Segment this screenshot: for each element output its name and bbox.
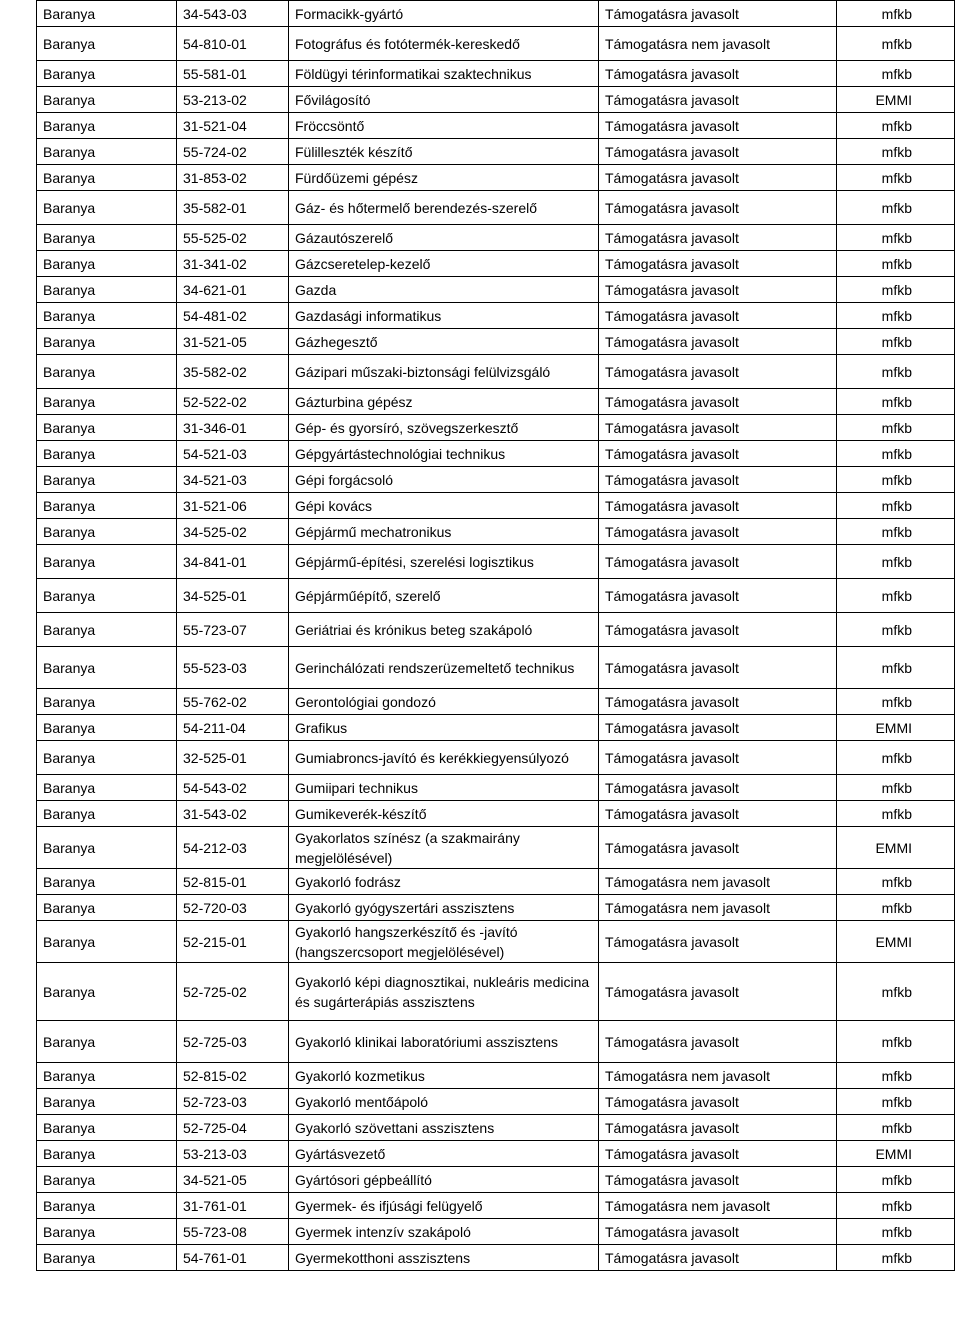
- cell-code: 52-725-03: [177, 1021, 289, 1063]
- cell-auth: EMMI: [837, 715, 955, 741]
- table-row: [37, 303, 955, 329]
- table-row: [37, 775, 955, 801]
- cell-status: Támogatásra javasolt: [599, 613, 837, 647]
- cell-county: Baranya: [37, 27, 177, 61]
- cell-county: Baranya: [37, 1193, 177, 1219]
- table-row: [37, 1115, 955, 1141]
- cell-name: Gumikeverék-készítő: [289, 801, 599, 827]
- cell-status: Támogatásra javasolt: [599, 921, 837, 963]
- cell-code: 55-525-02: [177, 225, 289, 251]
- cell-status: Támogatásra nem javasolt: [599, 895, 837, 921]
- cell-status: Támogatásra javasolt: [599, 1219, 837, 1245]
- cell-county: Baranya: [37, 1219, 177, 1245]
- cell-code: 54-212-03: [177, 827, 289, 869]
- cell-name: Gázturbina gépész: [289, 389, 599, 415]
- cell-status: Támogatásra javasolt: [599, 355, 837, 389]
- cell-county: Baranya: [37, 303, 177, 329]
- cell-code: 52-815-02: [177, 1063, 289, 1089]
- cell-status: Támogatásra nem javasolt: [599, 869, 837, 895]
- cell-county: Baranya: [37, 801, 177, 827]
- cell-code: 54-211-04: [177, 715, 289, 741]
- cell-county: Baranya: [37, 389, 177, 415]
- cell-name: Gumiabroncs-javító és kerékkiegyensúlyozó: [289, 741, 599, 775]
- cell-name: Gépi kovács: [289, 493, 599, 519]
- cell-code: 53-213-03: [177, 1141, 289, 1167]
- cell-status: Támogatásra javasolt: [599, 1141, 837, 1167]
- table-row: [37, 1245, 955, 1271]
- cell-county: Baranya: [37, 775, 177, 801]
- table-row: [37, 647, 955, 689]
- cell-status: Támogatásra javasolt: [599, 519, 837, 545]
- cell-code: 31-341-02: [177, 251, 289, 277]
- table-row: [37, 113, 955, 139]
- cell-auth: mfkb: [837, 1021, 955, 1063]
- cell-code: 55-523-03: [177, 647, 289, 689]
- cell-county: Baranya: [37, 165, 177, 191]
- cell-county: Baranya: [37, 191, 177, 225]
- cell-name: Gyermek intenzív szakápoló: [289, 1219, 599, 1245]
- cell-name: Gázautószerelő: [289, 225, 599, 251]
- table-row: [37, 61, 955, 87]
- table-row: [37, 165, 955, 191]
- cell-code: 55-723-08: [177, 1219, 289, 1245]
- cell-name: Gyakorló képi diagnosztikai, nukleáris medicina és sugárterápiás asszisztens: [289, 963, 599, 1021]
- cell-code: 54-481-02: [177, 303, 289, 329]
- cell-status: Támogatásra javasolt: [599, 1167, 837, 1193]
- cell-name: Grafikus: [289, 715, 599, 741]
- cell-name: Gépgyártástechnológiai technikus: [289, 441, 599, 467]
- cell-name: Gázcseretelep-kezelő: [289, 251, 599, 277]
- cell-county: Baranya: [37, 895, 177, 921]
- cell-code: 52-725-04: [177, 1115, 289, 1141]
- cell-name: Gyakorló klinikai laboratóriumi asszisztens: [289, 1021, 599, 1063]
- table-row: [37, 1219, 955, 1245]
- cell-auth: mfkb: [837, 1167, 955, 1193]
- cell-auth: mfkb: [837, 389, 955, 415]
- cell-county: Baranya: [37, 355, 177, 389]
- cell-county: Baranya: [37, 579, 177, 613]
- cell-name: Gyakorló gyógyszertári asszisztens: [289, 895, 599, 921]
- cell-status: Támogatásra javasolt: [599, 801, 837, 827]
- cell-code: 31-853-02: [177, 165, 289, 191]
- cell-auth: mfkb: [837, 775, 955, 801]
- cell-code: 31-521-04: [177, 113, 289, 139]
- cell-status: Támogatásra javasolt: [599, 389, 837, 415]
- cell-name: Gumiipari technikus: [289, 775, 599, 801]
- cell-status: Támogatásra javasolt: [599, 251, 837, 277]
- cell-code: 32-525-01: [177, 741, 289, 775]
- cell-code: 55-723-07: [177, 613, 289, 647]
- cell-auth: mfkb: [837, 139, 955, 165]
- cell-status: Támogatásra javasolt: [599, 191, 837, 225]
- cell-name: Gyakorló szövettani asszisztens: [289, 1115, 599, 1141]
- cell-name: Gyakorló mentőápoló: [289, 1089, 599, 1115]
- cell-county: Baranya: [37, 467, 177, 493]
- cell-auth: mfkb: [837, 689, 955, 715]
- cell-code: 34-521-03: [177, 467, 289, 493]
- table-row: [37, 869, 955, 895]
- cell-auth: mfkb: [837, 355, 955, 389]
- cell-name: Fülilleszték készítő: [289, 139, 599, 165]
- cell-county: Baranya: [37, 277, 177, 303]
- cell-auth: mfkb: [837, 519, 955, 545]
- cell-code: 52-215-01: [177, 921, 289, 963]
- cell-county: Baranya: [37, 963, 177, 1021]
- cell-name: Földügyi térinformatikai szaktechnikus: [289, 61, 599, 87]
- cell-status: Támogatásra javasolt: [599, 441, 837, 467]
- cell-county: Baranya: [37, 519, 177, 545]
- cell-county: Baranya: [37, 1245, 177, 1271]
- cell-status: Támogatásra javasolt: [599, 545, 837, 579]
- table-row: [37, 579, 955, 613]
- cell-status: Támogatásra javasolt: [599, 775, 837, 801]
- cell-code: 31-521-05: [177, 329, 289, 355]
- cell-code: 55-581-01: [177, 61, 289, 87]
- cell-code: 34-525-01: [177, 579, 289, 613]
- cell-status: Támogatásra javasolt: [599, 165, 837, 191]
- cell-status: Támogatásra javasolt: [599, 1245, 837, 1271]
- cell-auth: mfkb: [837, 441, 955, 467]
- cell-county: Baranya: [37, 251, 177, 277]
- table-row: [37, 519, 955, 545]
- cell-auth: mfkb: [837, 647, 955, 689]
- table-row: [37, 27, 955, 61]
- cell-county: Baranya: [37, 613, 177, 647]
- cell-name: Gerontológiai gondozó: [289, 689, 599, 715]
- cell-status: Támogatásra javasolt: [599, 1, 837, 27]
- table-row: [37, 191, 955, 225]
- cell-status: Támogatásra javasolt: [599, 467, 837, 493]
- table-row: [37, 827, 955, 869]
- cell-auth: EMMI: [837, 921, 955, 963]
- cell-name: Gazda: [289, 277, 599, 303]
- cell-auth: mfkb: [837, 251, 955, 277]
- cell-name: Gázhegesztő: [289, 329, 599, 355]
- cell-code: 54-810-01: [177, 27, 289, 61]
- cell-auth: mfkb: [837, 27, 955, 61]
- cell-auth: mfkb: [837, 801, 955, 827]
- table-row: [37, 389, 955, 415]
- cell-name: Gyakorlatos színész (a szakmairány megjelölésével): [289, 827, 599, 869]
- table-row: [37, 277, 955, 303]
- cell-name: Gépjármű mechatronikus: [289, 519, 599, 545]
- table-row: [37, 895, 955, 921]
- cell-auth: mfkb: [837, 1219, 955, 1245]
- table-row: [37, 87, 955, 113]
- cell-status: Támogatásra javasolt: [599, 277, 837, 303]
- cell-name: Gázipari műszaki-biztonsági felülvizsgáló: [289, 355, 599, 389]
- cell-name: Gép- és gyorsíró, szövegszerkesztő: [289, 415, 599, 441]
- cell-county: Baranya: [37, 827, 177, 869]
- cell-status: Támogatásra javasolt: [599, 963, 837, 1021]
- cell-code: 34-543-03: [177, 1, 289, 27]
- cell-status: Támogatásra javasolt: [599, 329, 837, 355]
- cell-status: Támogatásra javasolt: [599, 827, 837, 869]
- cell-code: 54-521-03: [177, 441, 289, 467]
- table-row: [37, 415, 955, 441]
- cell-auth: mfkb: [837, 467, 955, 493]
- cell-name: Fővilágosító: [289, 87, 599, 113]
- cell-status: Támogatásra javasolt: [599, 1115, 837, 1141]
- table-row: [37, 1021, 955, 1063]
- cell-county: Baranya: [37, 139, 177, 165]
- cell-name: Gyártásvezető: [289, 1141, 599, 1167]
- cell-name: Gépjárműépítő, szerelő: [289, 579, 599, 613]
- cell-status: Támogatásra javasolt: [599, 493, 837, 519]
- cell-name: Formacikk-gyártó: [289, 1, 599, 27]
- cell-code: 34-525-02: [177, 519, 289, 545]
- cell-code: 31-346-01: [177, 415, 289, 441]
- cell-auth: mfkb: [837, 493, 955, 519]
- cell-name: Fürdőüzemi gépész: [289, 165, 599, 191]
- table-row: [37, 1063, 955, 1089]
- cell-name: Gépjármű-építési, szerelési logisztikus: [289, 545, 599, 579]
- cell-auth: mfkb: [837, 741, 955, 775]
- cell-status: Támogatásra javasolt: [599, 1089, 837, 1115]
- cell-name: Geriátriai és krónikus beteg szakápoló: [289, 613, 599, 647]
- cell-code: 31-521-06: [177, 493, 289, 519]
- cell-auth: mfkb: [837, 545, 955, 579]
- cell-auth: mfkb: [837, 579, 955, 613]
- cell-auth: mfkb: [837, 415, 955, 441]
- cell-county: Baranya: [37, 1063, 177, 1089]
- cell-code: 54-761-01: [177, 1245, 289, 1271]
- cell-name: Gerinchálózati rendszerüzemeltető technikus: [289, 647, 599, 689]
- cell-status: Támogatásra javasolt: [599, 579, 837, 613]
- cell-status: Támogatásra javasolt: [599, 1021, 837, 1063]
- table-row: [37, 613, 955, 647]
- table-row: [37, 715, 955, 741]
- cell-county: Baranya: [37, 715, 177, 741]
- cell-status: Támogatásra nem javasolt: [599, 1193, 837, 1219]
- cell-name: Gyakorló kozmetikus: [289, 1063, 599, 1089]
- cell-county: Baranya: [37, 689, 177, 715]
- cell-county: Baranya: [37, 61, 177, 87]
- cell-status: Támogatásra javasolt: [599, 61, 837, 87]
- cell-code: 34-841-01: [177, 545, 289, 579]
- cell-code: 34-521-05: [177, 1167, 289, 1193]
- cell-auth: EMMI: [837, 827, 955, 869]
- cell-county: Baranya: [37, 741, 177, 775]
- cell-auth: mfkb: [837, 869, 955, 895]
- cell-code: 53-213-02: [177, 87, 289, 113]
- cell-name: Fotográfus és fotótermék-kereskedő: [289, 27, 599, 61]
- cell-county: Baranya: [37, 1089, 177, 1115]
- cell-name: Gyakorló fodrász: [289, 869, 599, 895]
- cell-county: Baranya: [37, 647, 177, 689]
- cell-auth: mfkb: [837, 1089, 955, 1115]
- cell-name: Gyakorló hangszerkészítő és -javító (hangszercsoport megjelölésével): [289, 921, 599, 963]
- cell-auth: mfkb: [837, 113, 955, 139]
- table-row: [37, 1193, 955, 1219]
- table-row: [37, 329, 955, 355]
- cell-auth: mfkb: [837, 1063, 955, 1089]
- cell-code: 31-761-01: [177, 1193, 289, 1219]
- cell-code: 52-720-03: [177, 895, 289, 921]
- table-row: [37, 1167, 955, 1193]
- cell-code: 52-815-01: [177, 869, 289, 895]
- cell-county: Baranya: [37, 329, 177, 355]
- cell-county: Baranya: [37, 1, 177, 27]
- table-row: [37, 441, 955, 467]
- cell-status: Támogatásra javasolt: [599, 87, 837, 113]
- cell-county: Baranya: [37, 545, 177, 579]
- cell-county: Baranya: [37, 87, 177, 113]
- cell-county: Baranya: [37, 415, 177, 441]
- table-row: [37, 801, 955, 827]
- cell-status: Támogatásra javasolt: [599, 741, 837, 775]
- cell-status: Támogatásra javasolt: [599, 647, 837, 689]
- table-row: [37, 963, 955, 1021]
- cell-code: 35-582-02: [177, 355, 289, 389]
- cell-auth: mfkb: [837, 277, 955, 303]
- table-row: [37, 741, 955, 775]
- cell-auth: mfkb: [837, 61, 955, 87]
- table-row: [37, 225, 955, 251]
- table-row: [37, 545, 955, 579]
- table-row: [37, 493, 955, 519]
- cell-county: Baranya: [37, 113, 177, 139]
- table-row: [37, 355, 955, 389]
- cell-code: 52-723-03: [177, 1089, 289, 1115]
- cell-county: Baranya: [37, 1021, 177, 1063]
- cell-county: Baranya: [37, 1167, 177, 1193]
- cell-status: Támogatásra nem javasolt: [599, 1063, 837, 1089]
- cell-county: Baranya: [37, 225, 177, 251]
- cell-status: Támogatásra nem javasolt: [599, 27, 837, 61]
- cell-code: 31-543-02: [177, 801, 289, 827]
- cell-name: Fröccsöntő: [289, 113, 599, 139]
- cell-county: Baranya: [37, 441, 177, 467]
- cell-name: Gyártósori gépbeállító: [289, 1167, 599, 1193]
- cell-county: Baranya: [37, 493, 177, 519]
- cell-auth: mfkb: [837, 613, 955, 647]
- cell-auth: EMMI: [837, 87, 955, 113]
- table-body: [37, 1, 955, 1271]
- table-row: [37, 251, 955, 277]
- cell-auth: mfkb: [837, 1, 955, 27]
- cell-auth: mfkb: [837, 329, 955, 355]
- cell-code: 54-543-02: [177, 775, 289, 801]
- table-row: [37, 139, 955, 165]
- cell-name: Gyermek- és ifjúsági felügyelő: [289, 1193, 599, 1219]
- cell-auth: mfkb: [837, 165, 955, 191]
- cell-code: 55-724-02: [177, 139, 289, 165]
- qualification-table: [36, 0, 955, 1271]
- table-row: [37, 467, 955, 493]
- cell-status: Támogatásra javasolt: [599, 225, 837, 251]
- cell-county: Baranya: [37, 1115, 177, 1141]
- table-row: [37, 1089, 955, 1115]
- table-row: [37, 1, 955, 27]
- cell-auth: mfkb: [837, 191, 955, 225]
- table-row: [37, 921, 955, 963]
- table-row: [37, 1141, 955, 1167]
- cell-status: Támogatásra javasolt: [599, 415, 837, 441]
- cell-auth: mfkb: [837, 963, 955, 1021]
- cell-auth: EMMI: [837, 1141, 955, 1167]
- cell-code: 52-725-02: [177, 963, 289, 1021]
- cell-county: Baranya: [37, 921, 177, 963]
- cell-county: Baranya: [37, 869, 177, 895]
- cell-status: Támogatásra javasolt: [599, 689, 837, 715]
- table-row: [37, 689, 955, 715]
- cell-status: Támogatásra javasolt: [599, 715, 837, 741]
- cell-code: 34-621-01: [177, 277, 289, 303]
- cell-status: Támogatásra javasolt: [599, 303, 837, 329]
- cell-code: 55-762-02: [177, 689, 289, 715]
- cell-name: Gazdasági informatikus: [289, 303, 599, 329]
- cell-code: 35-582-01: [177, 191, 289, 225]
- cell-auth: mfkb: [837, 895, 955, 921]
- cell-code: 52-522-02: [177, 389, 289, 415]
- cell-auth: mfkb: [837, 225, 955, 251]
- cell-status: Támogatásra javasolt: [599, 139, 837, 165]
- cell-name: Gáz- és hőtermelő berendezés-szerelő: [289, 191, 599, 225]
- cell-auth: mfkb: [837, 1193, 955, 1219]
- cell-auth: mfkb: [837, 303, 955, 329]
- cell-county: Baranya: [37, 1141, 177, 1167]
- cell-status: Támogatásra javasolt: [599, 113, 837, 139]
- cell-auth: mfkb: [837, 1115, 955, 1141]
- cell-name: Gyermekotthoni asszisztens: [289, 1245, 599, 1271]
- cell-auth: mfkb: [837, 1245, 955, 1271]
- cell-name: Gépi forgácsoló: [289, 467, 599, 493]
